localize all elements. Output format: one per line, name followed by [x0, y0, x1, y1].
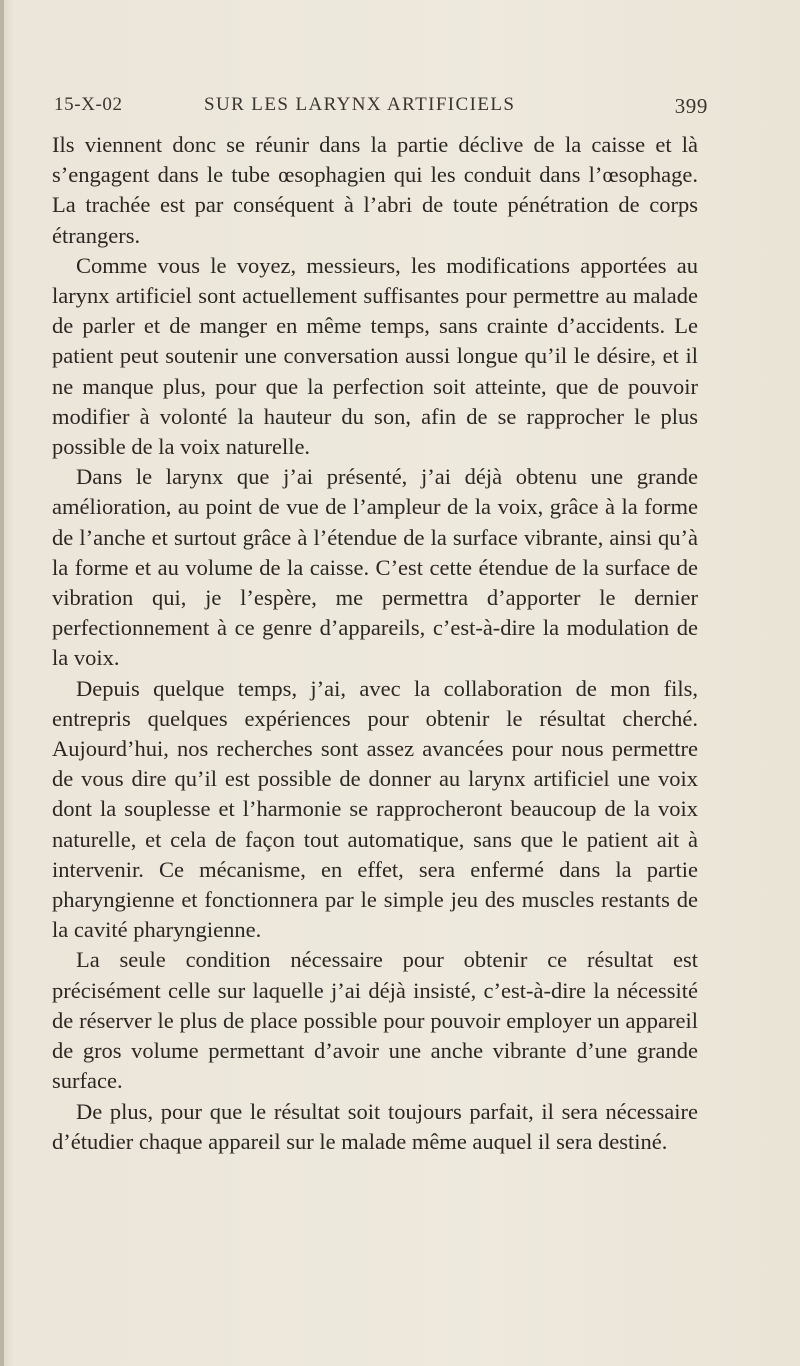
paragraph: Ils viennent donc se réunir dans la partie déclive de la caisse et là s’engagent dans le tube œsophagien qui les conduit dans l’œsophage. La trachée est par conséquent à l’abri de toute pénétration de corps étrangers. [52, 132, 698, 248]
running-head [54, 94, 708, 122]
paragraph: La seule condition nécessaire pour obtenir ce résultat est précisément celle sur laquelle j’ai déjà insisté, c’est-à-dire la nécessité de réserver le plus de place possible pour pouvoir employer un appareil de gros volume permettant d’avoir une anche vibrante d’une grande surface. [52, 947, 698, 1094]
paragraph: Depuis quelque temps, j’ai, avec la collaboration de mon fils, entrepris quelques expériences pour obtenir le résultat cherché. Aujourd’hui, nos recherches sont assez avancées pour nous permettre de vous dire qu’il est possible de donner au larynx artificiel une voix dont la souplesse et l’harmonie se rapprocheront beaucoup de la voix naturelle, et cela de façon tout automatique, sans que le patient ait à intervenir. Ce mécanisme, en effet, sera enfermé dans la partie pharyngienne et fonctionnera par le simple jeu des muscles restants de la cavité pharyngienne. [52, 675, 698, 943]
page-edge [0, 0, 4, 1366]
paragraph: Comme vous le voyez, messieurs, les modifications apportées au larynx artificiel sont actuellement suffisantes pour permettre au malade de parler et de manger en même temps, sans crainte d’accidents. Le patient peut soutenir une conversation aussi longue qu’il le désire, et il ne manque plus, pour que la perfection soit atteinte, que de pouvoir modifier à volonté la hauteur du son, afin de se rapprocher le plus possible de la voix naturelle. [52, 252, 698, 460]
page-number: 399 [674, 94, 708, 118]
paragraph: De plus, pour que le résultat soit toujours parfait, il sera nécessaire d’étudier chaque appareil sur le malade même auquel il sera destiné. [52, 1098, 698, 1154]
paragraph: Dans le larynx que j’ai présenté, j’ai déjà obtenu une grande amélioration, au point de vue de l’ampleur de la voix, grâce à la forme de l’anche et surtout grâce à l’étendue de la surface vibrante, ainsi qu’à la forme et au volume de la caisse. C’est cette étendue de la surface de vibration qui, je l’espère, me permettra d’apporter le dernier perfectionnement à ce genre d’appareils, c’est-à-dire la modulation de la voix. [52, 464, 698, 671]
running-head-title: SUR LES LARYNX ARTIFICIELS [204, 94, 516, 115]
body-text [52, 130, 698, 1157]
running-head-date: 15-X-02 [54, 94, 123, 115]
